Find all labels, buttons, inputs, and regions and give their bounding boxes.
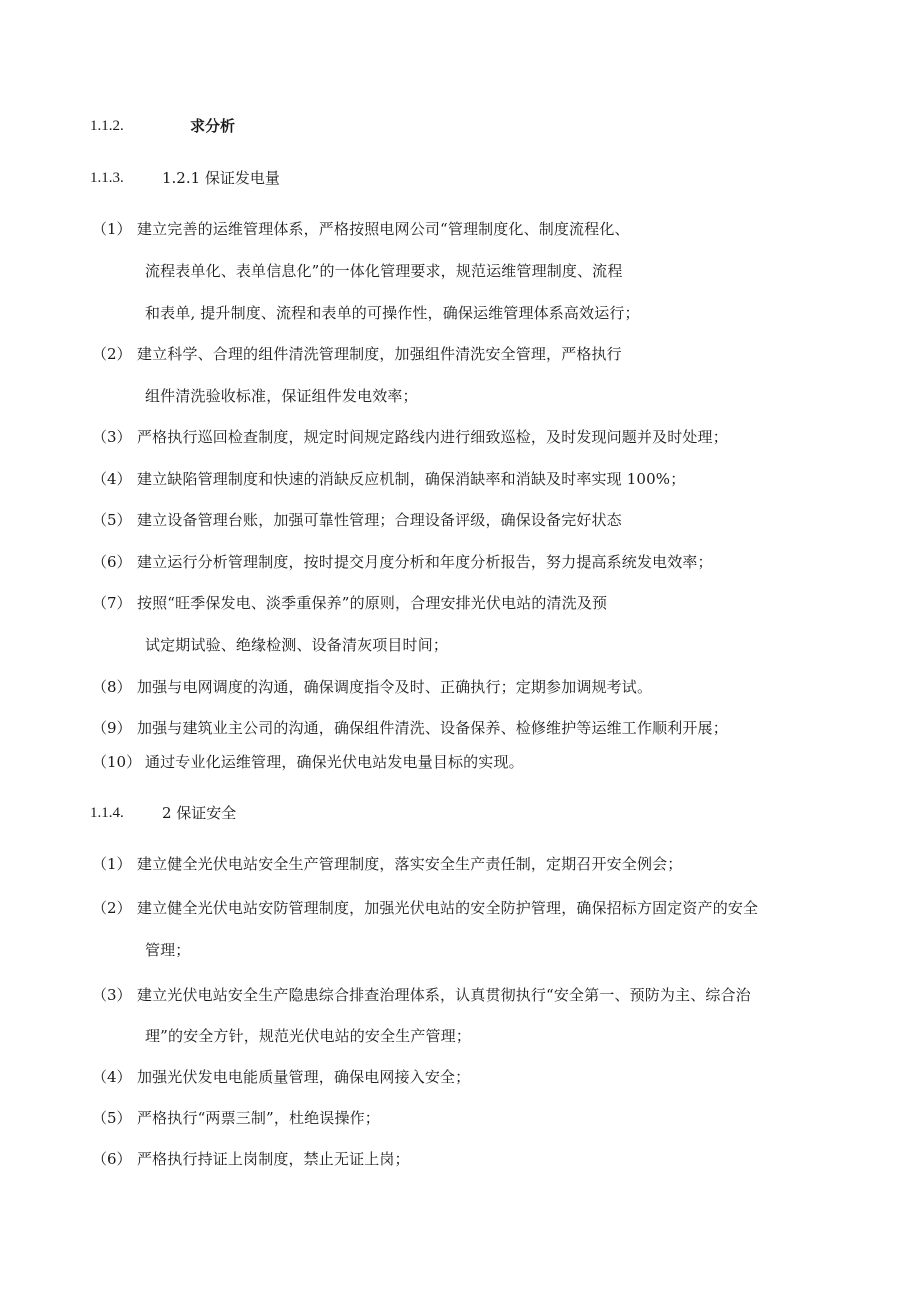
- item-line: 建立缺陷管理制度和快速的消缺反应机制，确保消缺率和消缺及时率实现 100%；: [137, 470, 686, 488]
- heading-number: 1.1.4.: [90, 805, 124, 821]
- item-line: 管理；: [145, 941, 191, 959]
- heading-number: 1.1.3.: [90, 170, 124, 186]
- item-line: 建立设备管理台账，加强可靠性管理；合理设备评级，确保设备完好状态: [137, 511, 622, 529]
- item-line: 加强与建筑业主公司的沟通，确保组件清洗、设备保养、检修维护等运维工作顺利开展；: [137, 719, 728, 737]
- item-number: （8）: [92, 678, 132, 696]
- item-line: 建立完善的运维管理体系，严格按照电网公司“管理制度化、制度流程化、: [137, 220, 630, 238]
- item-number: （6）: [92, 1150, 132, 1168]
- item-number: （9）: [92, 719, 132, 737]
- item-number: （4）: [92, 470, 132, 488]
- item-number: （10）: [92, 753, 142, 771]
- item-line: 建立科学、合理的组件清洗管理制度，加强组件清洗安全管理，严格执行: [137, 345, 622, 363]
- item-line: 按照“旺季保发电、淡季重保养”的原则，合理安排光伏电站的清洗及预: [137, 594, 608, 612]
- item-line: 建立健全光伏电站安防管理制度，加强光伏电站的安全防护管理，确保招标方固定资产的安全: [137, 899, 759, 917]
- item-number: （6）: [92, 553, 132, 571]
- item-line: 建立运行分析管理制度，按时提交月度分析和年度分析报告，努力提高系统发电效率；: [137, 553, 713, 571]
- item-number: （5）: [92, 511, 132, 529]
- item-line: 组件清洗验收标准，保证组件发电效率；: [145, 387, 418, 405]
- item-number: （3）: [92, 986, 132, 1004]
- heading-title: 求分析: [190, 117, 236, 135]
- heading-number: 1.1.2.: [90, 118, 124, 134]
- item-number: （3）: [92, 428, 132, 446]
- item-line: 流程表单化、表单信息化”的一体化管理要求，规范运维管理制度、流程: [145, 262, 623, 280]
- heading-title: 1.2.1 保证发电量: [162, 169, 280, 187]
- item-line: 和表单, 提升制度、流程和表单的可操作性，确保运维管理体系高效运行；: [145, 304, 640, 322]
- item-line: 建立光伏电站安全生产隐患综合排查治理体系，认真贯彻执行“安全第一、预防为主、综合治: [137, 986, 751, 1004]
- item-number: （4）: [92, 1068, 132, 1086]
- item-line: 严格执行持证上岗制度，禁止无证上岗；: [137, 1150, 410, 1168]
- item-line: 严格执行“两票三制”，杜绝误操作；: [137, 1109, 380, 1127]
- heading-title: 2 保证安全: [162, 804, 237, 822]
- item-number: （2）: [92, 345, 132, 363]
- item-number: （7）: [92, 594, 132, 612]
- item-number: （1）: [92, 220, 132, 238]
- item-line: 建立健全光伏电站安全生产管理制度，落实安全生产责任制，定期召开安全例会；: [137, 855, 683, 873]
- item-line: 试定期试验、绝缘检测、设备清灰项目时间；: [145, 636, 449, 654]
- item-line: 理”的安全方针，规范光伏电站的安全生产管理；: [145, 1027, 471, 1045]
- item-number: （5）: [92, 1109, 132, 1127]
- item-number: （2）: [92, 899, 132, 917]
- item-line: 通过专业化运维管理，确保光伏电站发电量目标的实现。: [145, 753, 524, 771]
- item-line: 加强与电网调度的沟通，确保调度指令及时、正确执行；定期参加调规考试。: [137, 678, 653, 696]
- item-line: 加强光伏发电电能质量管理，确保电网接入安全；: [137, 1068, 471, 1086]
- item-number: （1）: [92, 855, 132, 873]
- item-line: 严格执行巡回检查制度，规定时间规定路线内进行细致巡检，及时发现问题并及时处理；: [137, 428, 728, 446]
